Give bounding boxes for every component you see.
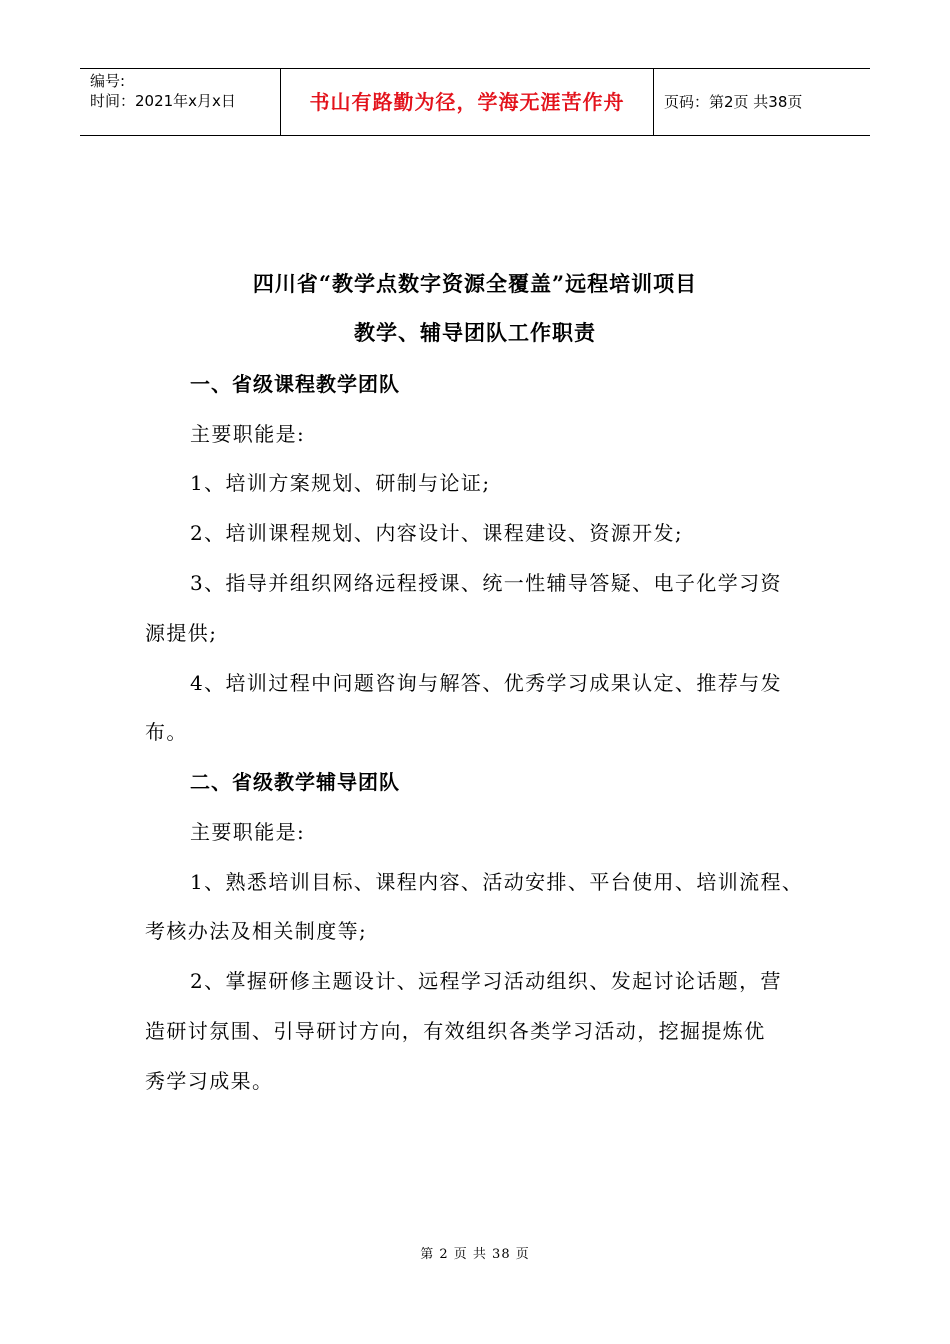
- page-header: [80, 68, 870, 136]
- section-2-item-continuation: 考核办法及相关制度等;: [145, 919, 368, 943]
- date-label: 时间：2021年x月x日: [90, 92, 236, 110]
- section-1-item: 1、培训方案规划、研制与论证;: [190, 471, 491, 495]
- section-2-item: 2、掌握研修主题设计、远程学习活动组织、发起讨论话题，营: [190, 969, 782, 993]
- section-2-item: 1、熟悉培训目标、课程内容、活动安排、平台使用、培训流程、: [190, 870, 804, 894]
- section-1-heading: 一、省级课程教学团队: [190, 372, 400, 396]
- section-2-item-continuation: 造研讨氛围、引导研讨方向，有效组织各类学习活动，挖掘提炼优: [145, 1019, 766, 1043]
- section-1-item: 4、培训过程中问题咨询与解答、优秀学习成果认定、推荐与发: [190, 671, 782, 695]
- header-motto-cell: [280, 69, 654, 135]
- header-meta: [80, 69, 280, 135]
- section-1-item: 2、培训课程规划、内容设计、课程建设、资源开发;: [190, 521, 684, 545]
- section-1-item-continuation: 源提供;: [145, 621, 218, 645]
- section-2-item-continuation: 秀学习成果。: [145, 1069, 274, 1093]
- serial-number-label: 编号:: [90, 72, 126, 90]
- document-title-line-2: 教学、辅导团队工作职责: [354, 320, 596, 345]
- section-1-item: 3、指导并组织网络远程授课、统一性辅导答疑、电子化学习资: [190, 571, 782, 595]
- header-page-info: [654, 69, 870, 135]
- page-footer: 第 2 页 共 38 页: [420, 1247, 530, 1262]
- section-1-intro: 主要职能是:: [190, 422, 306, 446]
- section-2-intro: 主要职能是:: [190, 820, 306, 844]
- page-info-text: 页码：第2页 共38页: [664, 93, 803, 111]
- document-title-line-1: 四川省“教学点数字资源全覆盖”远程培训项目: [252, 271, 698, 296]
- motto-text: 书山有路勤为径，学海无涯苦作舟: [309, 90, 625, 114]
- section-2-heading: 二、省级教学辅导团队: [190, 770, 400, 794]
- section-1-item-continuation: 布。: [145, 720, 188, 744]
